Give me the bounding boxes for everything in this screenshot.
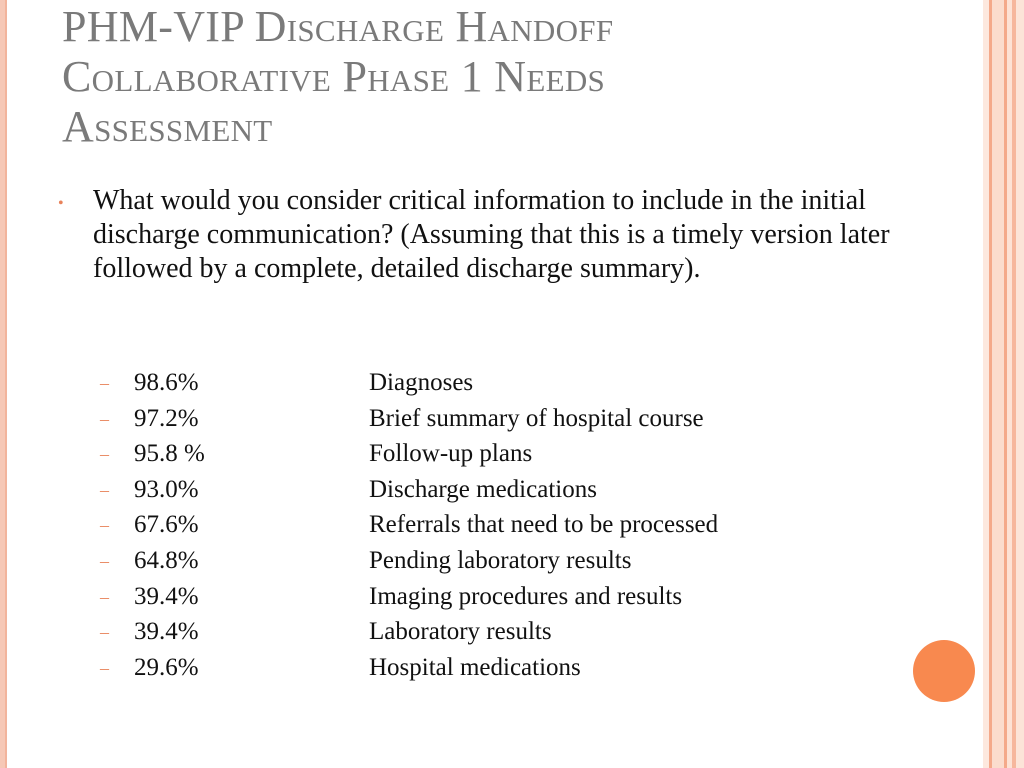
item-label: Laboratory results [369, 618, 552, 646]
list-item [100, 473, 860, 509]
dash-icon: – [100, 586, 109, 607]
item-percent: 93.0% [134, 475, 199, 503]
item-percent: 97.2% [134, 404, 199, 432]
dash-icon: – [100, 408, 109, 429]
dash-icon: – [100, 515, 109, 536]
item-label: Imaging procedures and results [369, 582, 683, 610]
decorative-circle-icon [913, 640, 975, 702]
item-label: Diagnoses [369, 369, 474, 396]
left-decorative-stripe [0, 0, 7, 768]
item-label: Brief summary of hospital course [369, 404, 704, 432]
slide-title [62, 2, 962, 152]
list-item [100, 366, 860, 402]
dash-icon: – [100, 657, 109, 678]
list-item [100, 508, 860, 544]
item-percent: 39.4% [134, 618, 199, 646]
dash-icon: – [100, 550, 109, 571]
list-item [100, 651, 860, 687]
item-percent: 29.6% [134, 653, 199, 681]
slide-title-line-2: Collaborative Phase 1 Needs [62, 52, 606, 101]
item-percent: 39.4% [134, 582, 199, 610]
item-label: Referrals that need to be processed [369, 511, 719, 539]
item-label: Follow-up plans [369, 440, 533, 468]
dash-icon: – [100, 622, 109, 643]
list-item [100, 437, 860, 473]
list-item [100, 615, 860, 651]
dash-icon: – [100, 479, 109, 500]
slide-title-line-3: Assessment [62, 102, 273, 151]
bullet-icon: • [58, 195, 64, 212]
list-item [100, 544, 860, 580]
item-label: Pending laboratory results [369, 546, 632, 574]
list-item [100, 402, 860, 438]
item-percent: 67.6% [134, 511, 199, 539]
item-label: Discharge medications [369, 475, 597, 503]
results-list [100, 366, 860, 686]
dash-icon: – [100, 373, 109, 393]
item-label: Hospital medications [369, 653, 581, 681]
dash-icon: – [100, 444, 109, 465]
item-percent: 95.8 % [134, 440, 205, 468]
question-text: What would you consider critical information to include in the initial discharge communication? (Assuming that this is a timely version later followed by a complete, detailed discharge summary). [93, 185, 890, 284]
slide-title-line-1: PHM-VIP Discharge Handoff [62, 2, 614, 51]
item-percent: 98.6% [134, 369, 199, 396]
item-percent: 64.8% [134, 546, 199, 574]
right-decorative-band [983, 0, 1024, 768]
list-item [100, 580, 860, 616]
